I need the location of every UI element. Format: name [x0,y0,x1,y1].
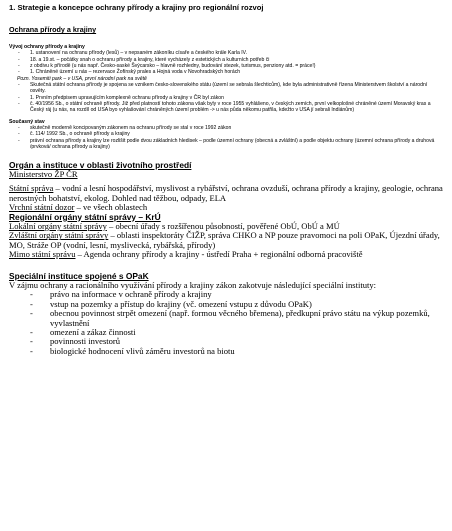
list-soucasny [9,125,444,150]
list-item: - 1. Prvním předpisem upravujícím komplexně ochranu přírody a krajiny v ČR byl zákon [30,95,444,101]
note-yosemite: Pozn. Yosemiti park – v USA, první národní park na světě [17,75,147,82]
list-item: - povinnosti investorů [50,337,444,346]
section-ochrana-body [9,44,444,151]
list-item: - z obdivu k přírodě (u nás např. Česko-saské Švýcarsko – hlavně rozhledny, budování stezek, turismus, penziony atd. = práce!) [30,63,444,69]
section-heading-ochrana: Ochrana přírody a krajiny [9,25,97,34]
text-zvlastni-organy: – oblasti inspektoráty ČIŽP, správa CHKO a NP pouze pravomoci na poli OPaK, Újezdní úřady, MO, Stráže OP (vodní, lesní, myslivecká, rybářská, přírody) [9,230,440,250]
list-vyvoj [9,50,444,75]
text-vrchni-dozor: – ve všech oblastech [74,202,148,213]
list-item: - skutečně moderně koncipovaným zákonem na ochranu přírody se stal v roce 1992 zákon [30,125,444,131]
section-heading-specialni: Speciální instituce spojené s OPaK [9,270,149,281]
list-specialni-instituty [9,290,444,356]
list-item: - omezení a zákaz činnosti [50,328,444,337]
label-lokalni-organy: Lokální orgány státní správy [9,220,107,231]
list-item: - Skutečná státní ochrana přírody je spojena se vznikem česko-slovenského státu (území se sebrala šlechticům), kde byla administrativně řízena Ministerstvem školství a národní osvěty. [30,82,444,95]
text-mimo-statni: – Agenda ochrany přírody a krajiny - ústředí Praha + regionální odborná pracoviště [75,249,363,260]
text-lokalni-organy: – obecní úřady s rozšířenou působností, pověřené ObÚ, ObÚ a MÚ [106,220,340,231]
list-item: - č. 40/1956 Sb., o státní ochraně přírody. Již před platností tohoto zákona však byly v roce 1955 vyhlášeno, v českých zemích, první velkoplošné chráněné území Moravský kras a Český ráj (u nás, na rozdíl od USA byo vyhlašování chráněných území problém -> u nás půda někomu patřila, kdežto v USA jí sebrali Indiánům) [30,101,444,114]
paragraph-mimo-statni [9,250,444,259]
subheading-soucasny: Současný stav [9,118,45,125]
ministry-name: Ministerstvo ŽP ČR [9,168,78,179]
list-item: - č. 114/ 1992 Sb., o ochraně přírody a krajiny [30,131,444,137]
section-heading-organy: Orgán a instituce v oblasti životního prostředí [9,159,192,170]
list-item: - obecnou povinnost strpět omezení (např. formou věcného břemena), předkupní právo státu na výkup pozemků, vyvlastnění [50,309,444,328]
paragraph-zvlastni-organy [9,231,444,250]
section-organy-body [9,161,444,357]
paragraph-specialni-intro: V zájmu ochrany a racionálního využívání přírody a krajiny zákon zakotvuje následující speciální instituty: [9,279,377,290]
list-item: - 1. ustanovení na ochranu přírody (lesů) – v nepsaném zákoníku císaře a českého krále Karla IV. [30,50,444,56]
document-title: 1. Strategie a koncepce ochrany přírody a krajiny pro regionální rozvoj [9,3,264,12]
paragraph-statni-sprava [9,184,444,203]
list-item: - biologické hodnocení vlivů záměru investorů na biotu [50,347,444,356]
list-vyvoj-continued [9,82,444,114]
subheading-vyvoj: Vývoj ochrany přírody a krajiny [9,44,85,50]
text-statni-sprava: – vodní a lesní hospodářství, myslivost a rybářství, ochrana ovzduší, ochrana přírody a krajiny, geologie, ochrana nerostných bohatství, ekolog. Dohled nad těžbou, odpady, ELA [9,183,443,203]
list-item: - právo na informace v ochraně přírody a krajiny [50,290,444,299]
list-item: - vstup na pozemky a přístup do krajiny (vč. omezení vstupu z důvodu OPaK) [50,300,444,309]
list-item: - 18. a 19.st. – počátky snah o ochranu přírody a krajiny, které vycházely z estetických a kulturních potřeb či [30,57,444,63]
label-mimo-statni: Mimo státní správu [9,249,76,260]
label-statni-sprava: Státní správa [9,183,54,194]
list-item: - 1. Chráněné území u nás – rezervace Žofínský prales a Hojná voda v Novohradských horách [30,69,444,75]
label-zvlastni-organy: Zvláštní orgány státní správy [9,230,109,241]
list-item: - právní ochrana přírody a krajiny lze rozlišit podle dvou základních hledisek – podle územní ochrany (obecná a zvláštní) a podle objektu ochrany (územní ochrana přírody a druhová /prvková/ ochrana přírody a krajiny) [30,138,444,151]
label-vrchni-dozor: Vrchní státní dozor [9,202,75,213]
heading-regionalni-organy: Regionální orgány státní správy – KrÚ [9,211,161,222]
